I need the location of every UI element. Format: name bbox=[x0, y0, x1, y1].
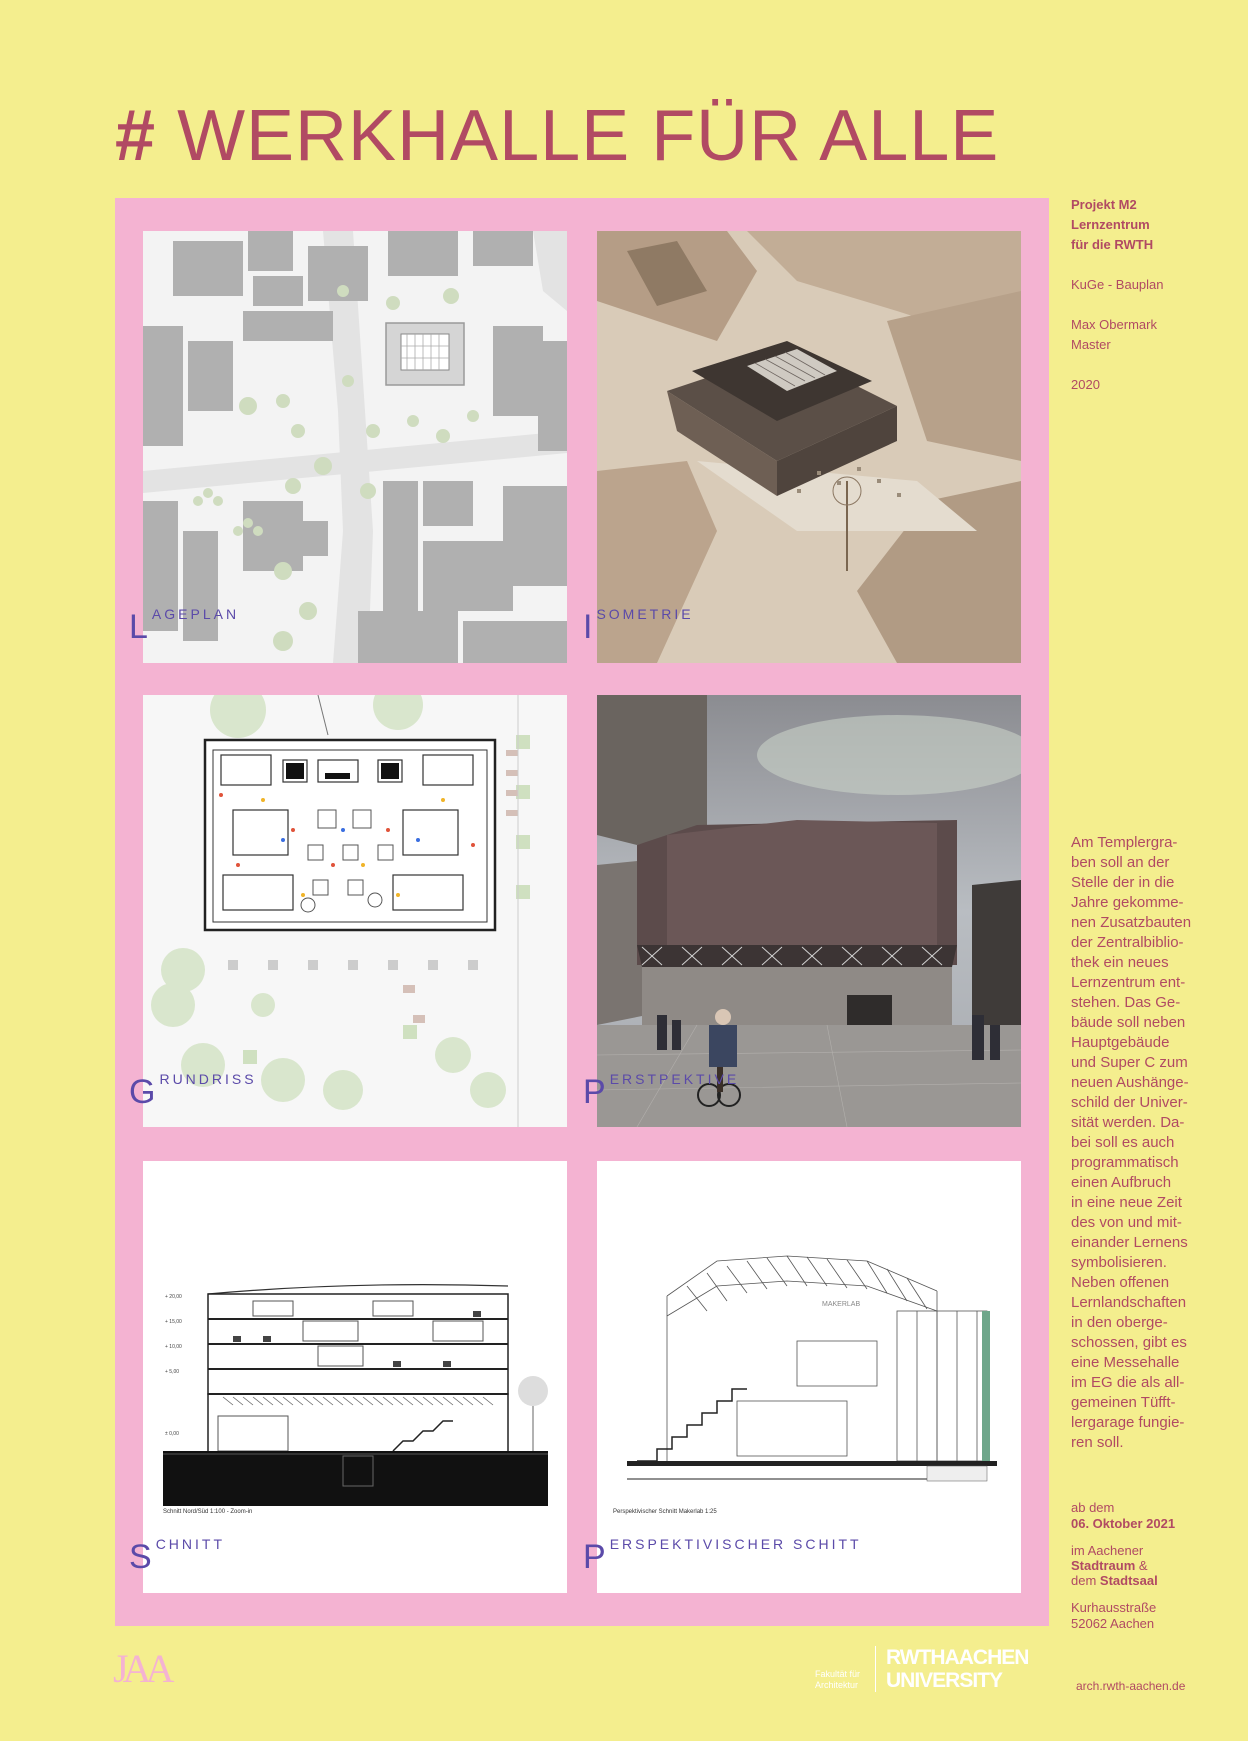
description-line: der Zentralbiblio- bbox=[1071, 934, 1184, 951]
description-line: Am Templergra- bbox=[1071, 834, 1178, 851]
floor-plan-drawing bbox=[143, 695, 567, 1127]
description-line: symbolisieren. bbox=[1071, 1254, 1167, 1271]
description-line: im EG die als all- bbox=[1071, 1374, 1185, 1391]
venue-prefix: im Aachener bbox=[1071, 1543, 1144, 1558]
city: 52062 Aachen bbox=[1071, 1616, 1155, 1631]
faculty-line: Architektur bbox=[815, 1680, 859, 1690]
makerlab-label: MAKERLAB bbox=[822, 1301, 861, 1308]
rwth-logo bbox=[886, 1646, 1028, 1692]
jaa-logo: JAA bbox=[113, 1646, 169, 1691]
faculty-line: Fakultät für bbox=[815, 1669, 861, 1679]
title-text: WERKHALLE FÜR ALLE bbox=[177, 96, 1000, 176]
footer-divider bbox=[875, 1646, 876, 1692]
description-line: einander Lernens bbox=[1071, 1234, 1188, 1251]
label-isometrie: ISOMETRIE bbox=[583, 606, 694, 646]
level-label: + 20,00 bbox=[165, 1294, 182, 1300]
panel-grundriss bbox=[143, 695, 567, 1127]
panel-perspektive bbox=[597, 695, 1021, 1127]
perspective-render bbox=[597, 695, 1021, 1127]
label-perspektivischer-schnitt: PERSPEKTIVISCHER SCHITT bbox=[583, 1536, 862, 1576]
poster-title bbox=[115, 96, 1000, 176]
description-line: in den oberge- bbox=[1071, 1314, 1168, 1331]
exhibition-date bbox=[1071, 1500, 1175, 1532]
description-line: bäude soll neben bbox=[1071, 1014, 1186, 1031]
description-line: programmatisch bbox=[1071, 1154, 1179, 1171]
description-line: Neben offenen bbox=[1071, 1274, 1170, 1291]
level-label: + 15,00 bbox=[165, 1319, 182, 1325]
description-line: thek ein neues bbox=[1071, 954, 1169, 971]
project-info bbox=[1071, 195, 1153, 255]
venue-stadtsaal: Stadtsaal bbox=[1099, 1573, 1158, 1588]
rwth-logo-line: RWTHAACHEN bbox=[886, 1646, 1029, 1669]
description-line: Lernzentrum ent- bbox=[1071, 974, 1186, 991]
panel-lageplan bbox=[143, 231, 567, 663]
perspective-section-caption: Perspektivischer Schnitt Makerlab 1:25 bbox=[613, 1509, 717, 1515]
perspective-section-drawing bbox=[597, 1161, 1021, 1593]
panel-schnitt bbox=[143, 1161, 567, 1593]
level-label: + 5,00 bbox=[165, 1369, 180, 1375]
venue-article: dem bbox=[1071, 1573, 1100, 1588]
project-description bbox=[1071, 833, 1203, 1453]
venue-ampersand: & bbox=[1135, 1558, 1148, 1573]
image-board bbox=[115, 198, 1049, 1626]
year: 2020 bbox=[1071, 377, 1100, 392]
site-plan-drawing bbox=[143, 231, 567, 663]
isometric-render bbox=[597, 231, 1021, 663]
author-name: Max Obermark bbox=[1071, 317, 1157, 332]
description-line: neuen Aushänge- bbox=[1071, 1074, 1189, 1091]
level-label: + 10,00 bbox=[165, 1344, 182, 1350]
panel-perspektivischer-schnitt bbox=[597, 1161, 1021, 1593]
description-line: Jahre gekomme- bbox=[1071, 894, 1184, 911]
date-value: 06. Oktober 2021 bbox=[1071, 1516, 1176, 1531]
description-line: lergarage fungie- bbox=[1071, 1414, 1185, 1431]
level-label: ± 0,00 bbox=[165, 1431, 179, 1437]
project-title-line: für die RWTH bbox=[1071, 237, 1154, 252]
date-prefix: ab dem bbox=[1071, 1500, 1115, 1515]
description-line: Lernlandschaften bbox=[1071, 1294, 1187, 1311]
description-line: nen Zusatzbauten bbox=[1071, 914, 1192, 931]
faculty-label bbox=[815, 1669, 860, 1691]
description-line: und Super C zum bbox=[1071, 1054, 1188, 1071]
description-line: bei soll es auch bbox=[1071, 1134, 1175, 1151]
section-caption: Schnitt Nord/Süd 1:100 - Zoom-in bbox=[163, 1509, 253, 1515]
label-lageplan: LAGEPLAN bbox=[129, 606, 240, 646]
project-title-line: Lernzentrum bbox=[1071, 217, 1150, 232]
label-perspektive: PERSTPEKTIVE bbox=[583, 1071, 740, 1111]
course-name: KuGe - Bauplan bbox=[1071, 277, 1164, 292]
description-line: in eine neue Zeit bbox=[1071, 1194, 1182, 1211]
description-line: ben soll an der bbox=[1071, 854, 1170, 871]
author-info bbox=[1071, 315, 1157, 355]
description-line: stehen. Das Ge- bbox=[1071, 994, 1181, 1011]
exhibition-address bbox=[1071, 1600, 1156, 1632]
description-line: sität werden. Da- bbox=[1071, 1114, 1185, 1131]
description-line: ren soll. bbox=[1071, 1434, 1124, 1451]
label-grundriss: GRUNDRISS bbox=[129, 1071, 257, 1111]
panel-isometrie bbox=[597, 231, 1021, 663]
description-line: schild der Univer- bbox=[1071, 1094, 1188, 1111]
project-title-line: Projekt M2 bbox=[1071, 197, 1137, 212]
exhibition-venue bbox=[1071, 1543, 1158, 1588]
section-drawing bbox=[143, 1161, 567, 1593]
description-line: Stelle der in die bbox=[1071, 874, 1175, 891]
description-line: schossen, gibt es bbox=[1071, 1334, 1187, 1351]
venue-stadtraum: Stadtraum bbox=[1071, 1558, 1136, 1573]
website-link[interactable]: arch.rwth-aachen.de bbox=[1076, 1679, 1186, 1693]
street: Kurhausstraße bbox=[1071, 1600, 1157, 1615]
degree: Master bbox=[1071, 337, 1111, 352]
description-line: des von und mit- bbox=[1071, 1214, 1182, 1231]
description-line: Hauptgebäude bbox=[1071, 1034, 1170, 1051]
description-line: einen Aufbruch bbox=[1071, 1174, 1172, 1191]
rwth-logo-line: UNIVERSITY bbox=[886, 1669, 1003, 1692]
title-hash: # bbox=[115, 96, 157, 176]
label-schnitt: SCHNITT bbox=[129, 1536, 226, 1576]
description-line: gemeinen Tüfft- bbox=[1071, 1394, 1176, 1411]
description-line: eine Messehalle bbox=[1071, 1354, 1180, 1371]
